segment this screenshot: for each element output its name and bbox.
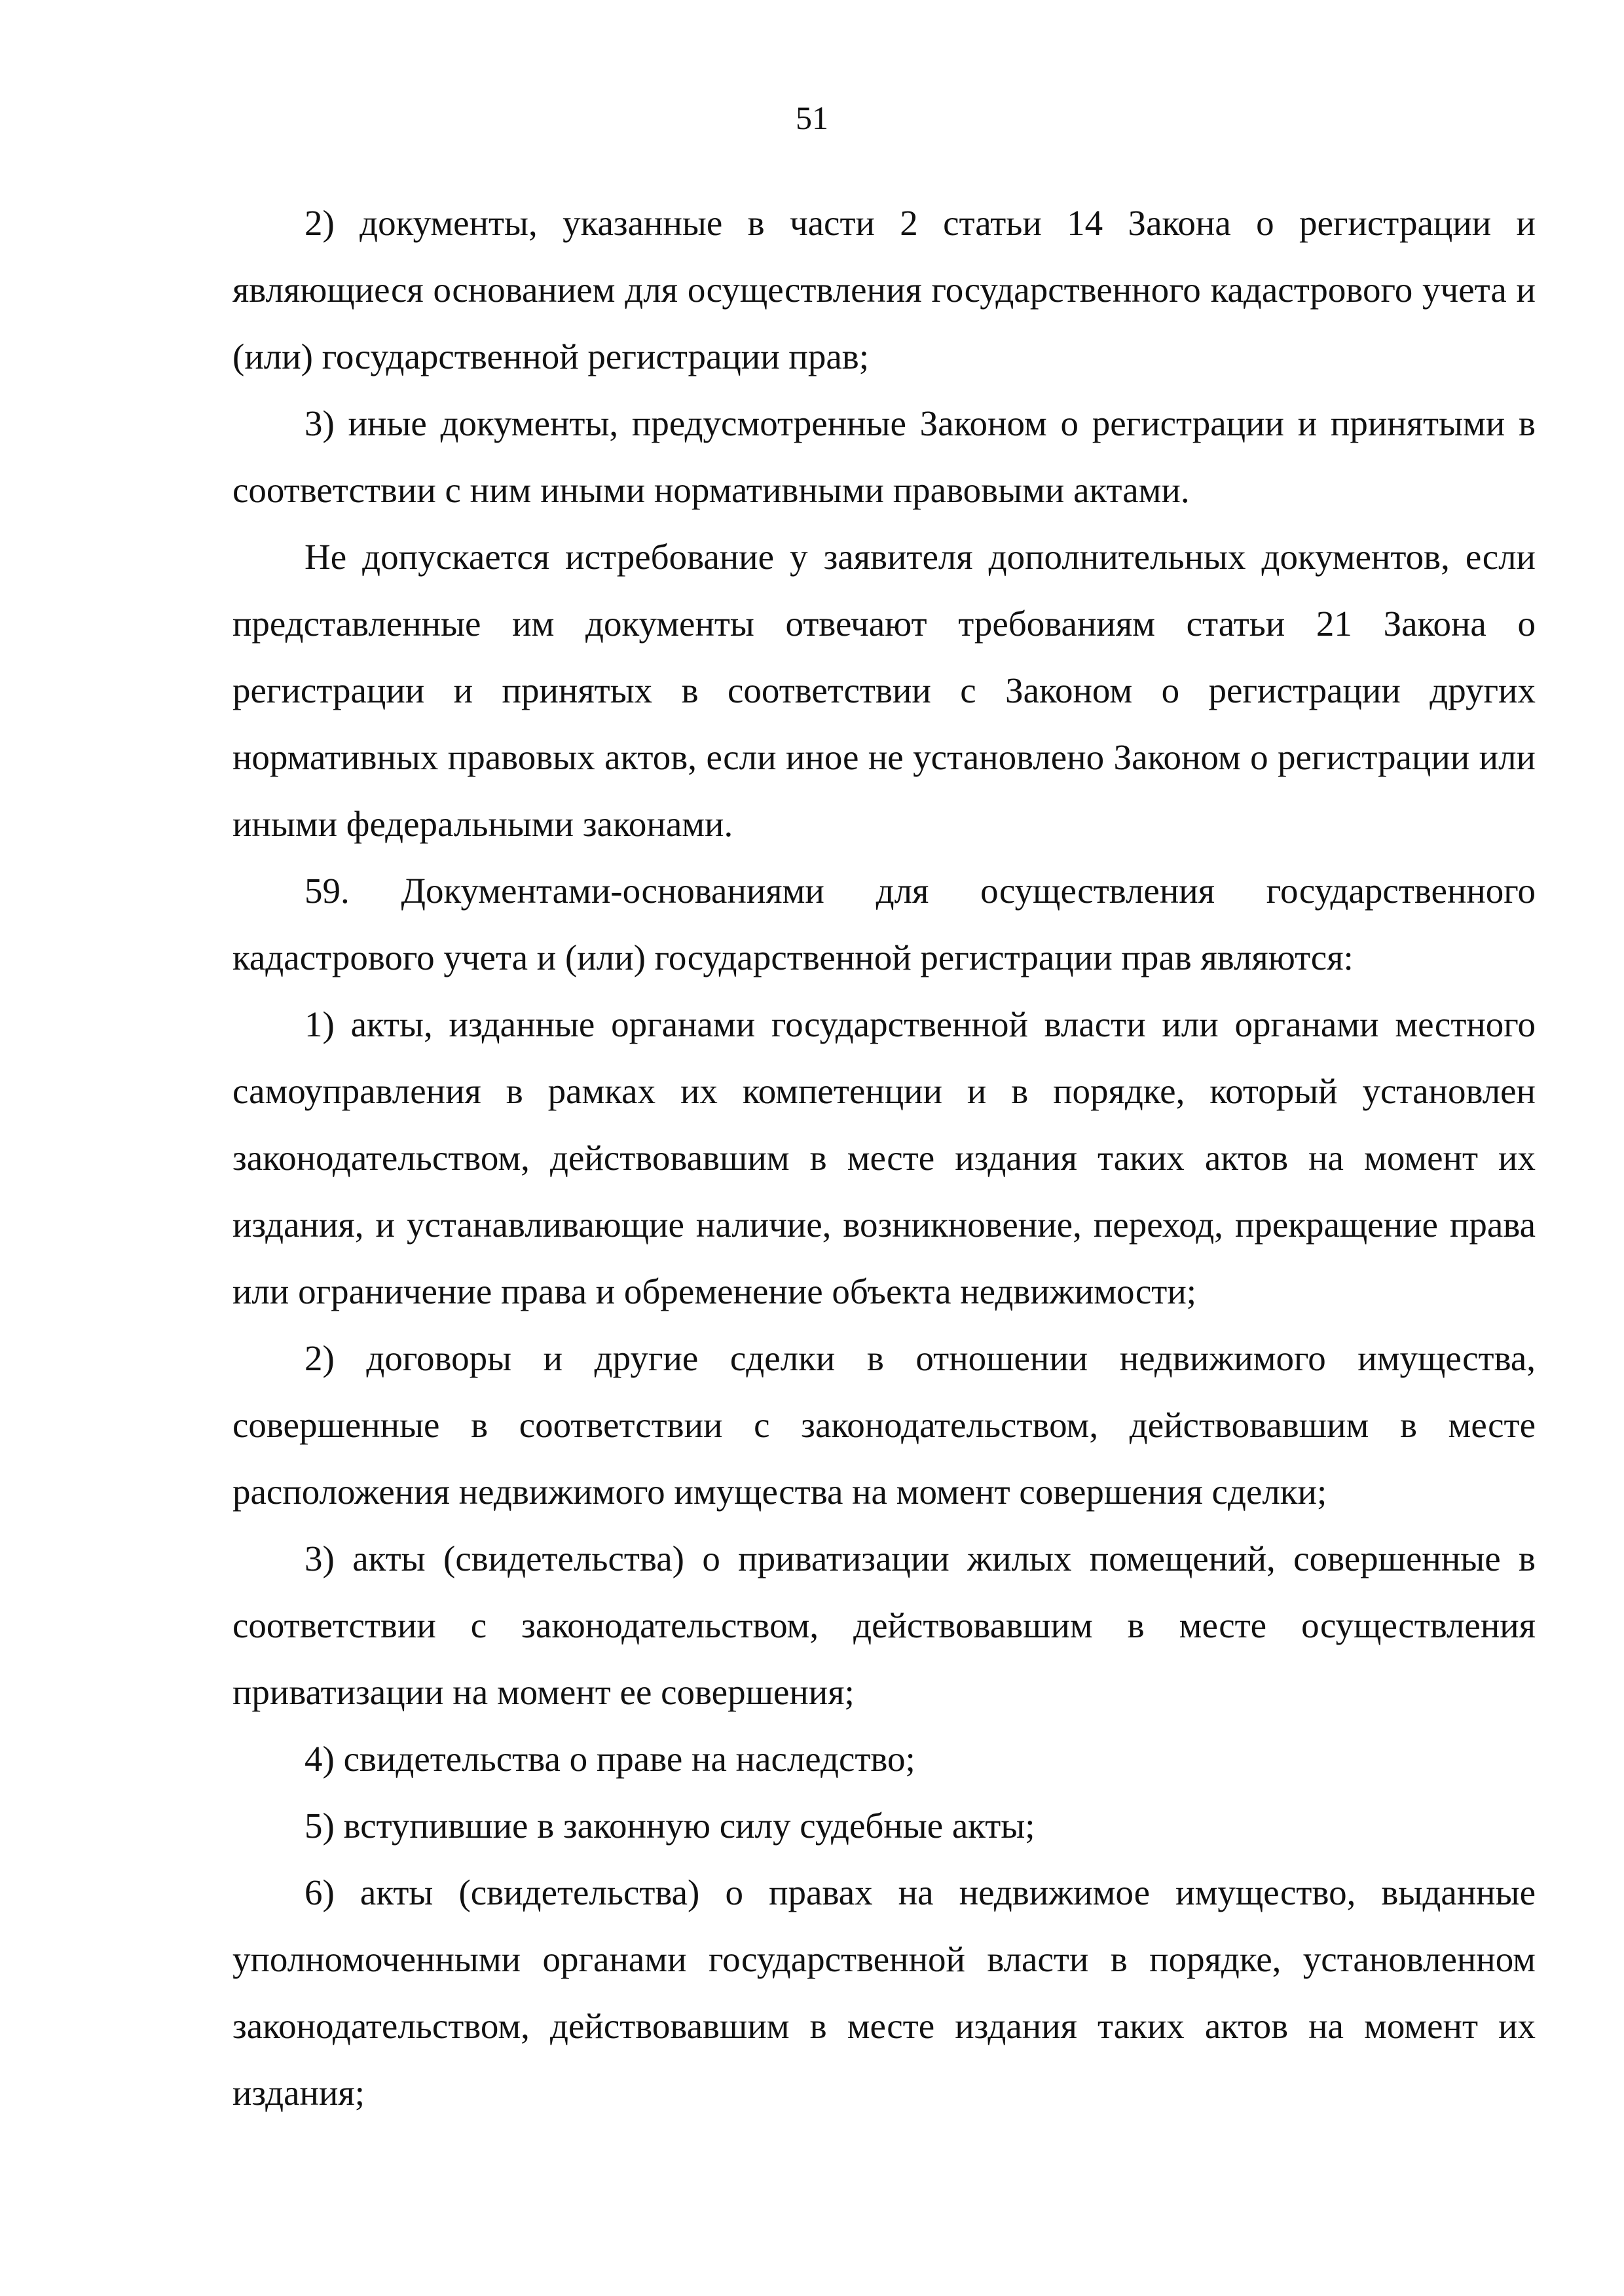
- paragraph-item-5-court-acts: 5) вступившие в законную силу судебные акты;: [304, 1806, 1035, 1846]
- paragraph-item-1-acts: 1) акты, изданные органами государственной власти или органами местного самоуправления в рамках их компетенции и в порядке, который установлен законодательством, действовавшим в месте издания таких актов на момент их издания, и устанавливающие наличие, возникновение, переход, прекращение права или ограничение права и обременение объекта недвижимости;: [232, 1004, 1536, 1311]
- paragraph-item-2-contracts: 2) договоры и другие сделки в отношении недвижимого имущества, совершенные в соответствии с законодательством, действовавшим в месте расположения недвижимого имущества на момент совершения сделки;: [232, 1338, 1536, 1512]
- paragraph-item-4-inheritance: 4) свидетельства о праве на наследство;: [304, 1739, 915, 1779]
- paragraph-section-59: 59. Документами-основаниями для осуществления государственного кадастрового учета и (или) государственной регистрации прав являются:: [232, 871, 1536, 977]
- paragraph-item-6-rights-certificates: 6) акты (свидетельства) о правах на недвижимое имущество, выданные уполномоченными органами государственной власти в порядке, установленном законодательством, действовавшим в месте издания таких актов на момент их издания;: [232, 1872, 1536, 2113]
- page-number: 51: [796, 100, 828, 136]
- document-body: [232, 190, 1536, 2126]
- paragraph-item-3-privatization: 3) акты (свидетельства) о приватизации жилых помещений, совершенные в соответствии с законодательством, действовавшим в месте осуществления приватизации на момент ее совершения;: [232, 1539, 1536, 1712]
- paragraph-item-3-other-documents: 3) иные документы, предусмотренные Законом о регистрации и принятыми в соответствии с ним иными нормативными правовыми актами.: [232, 403, 1536, 510]
- paragraph-no-extra-documents: Не допускается истребование у заявителя дополнительных документов, если представленные им документы отвечают требованиям статьи 21 Закона о регистрации и принятых в соответствии с Законом о регистрации других нормативных правовых актов, если иное не установлено Законом о регистрации или иными федеральными законами.: [232, 537, 1536, 844]
- paragraph-item-2-documents: 2) документы, указанные в части 2 статьи 14 Закона о регистрации и являющиеся основанием для осуществления государственного кадастрового учета и (или) государственной регистрации прав;: [232, 203, 1536, 376]
